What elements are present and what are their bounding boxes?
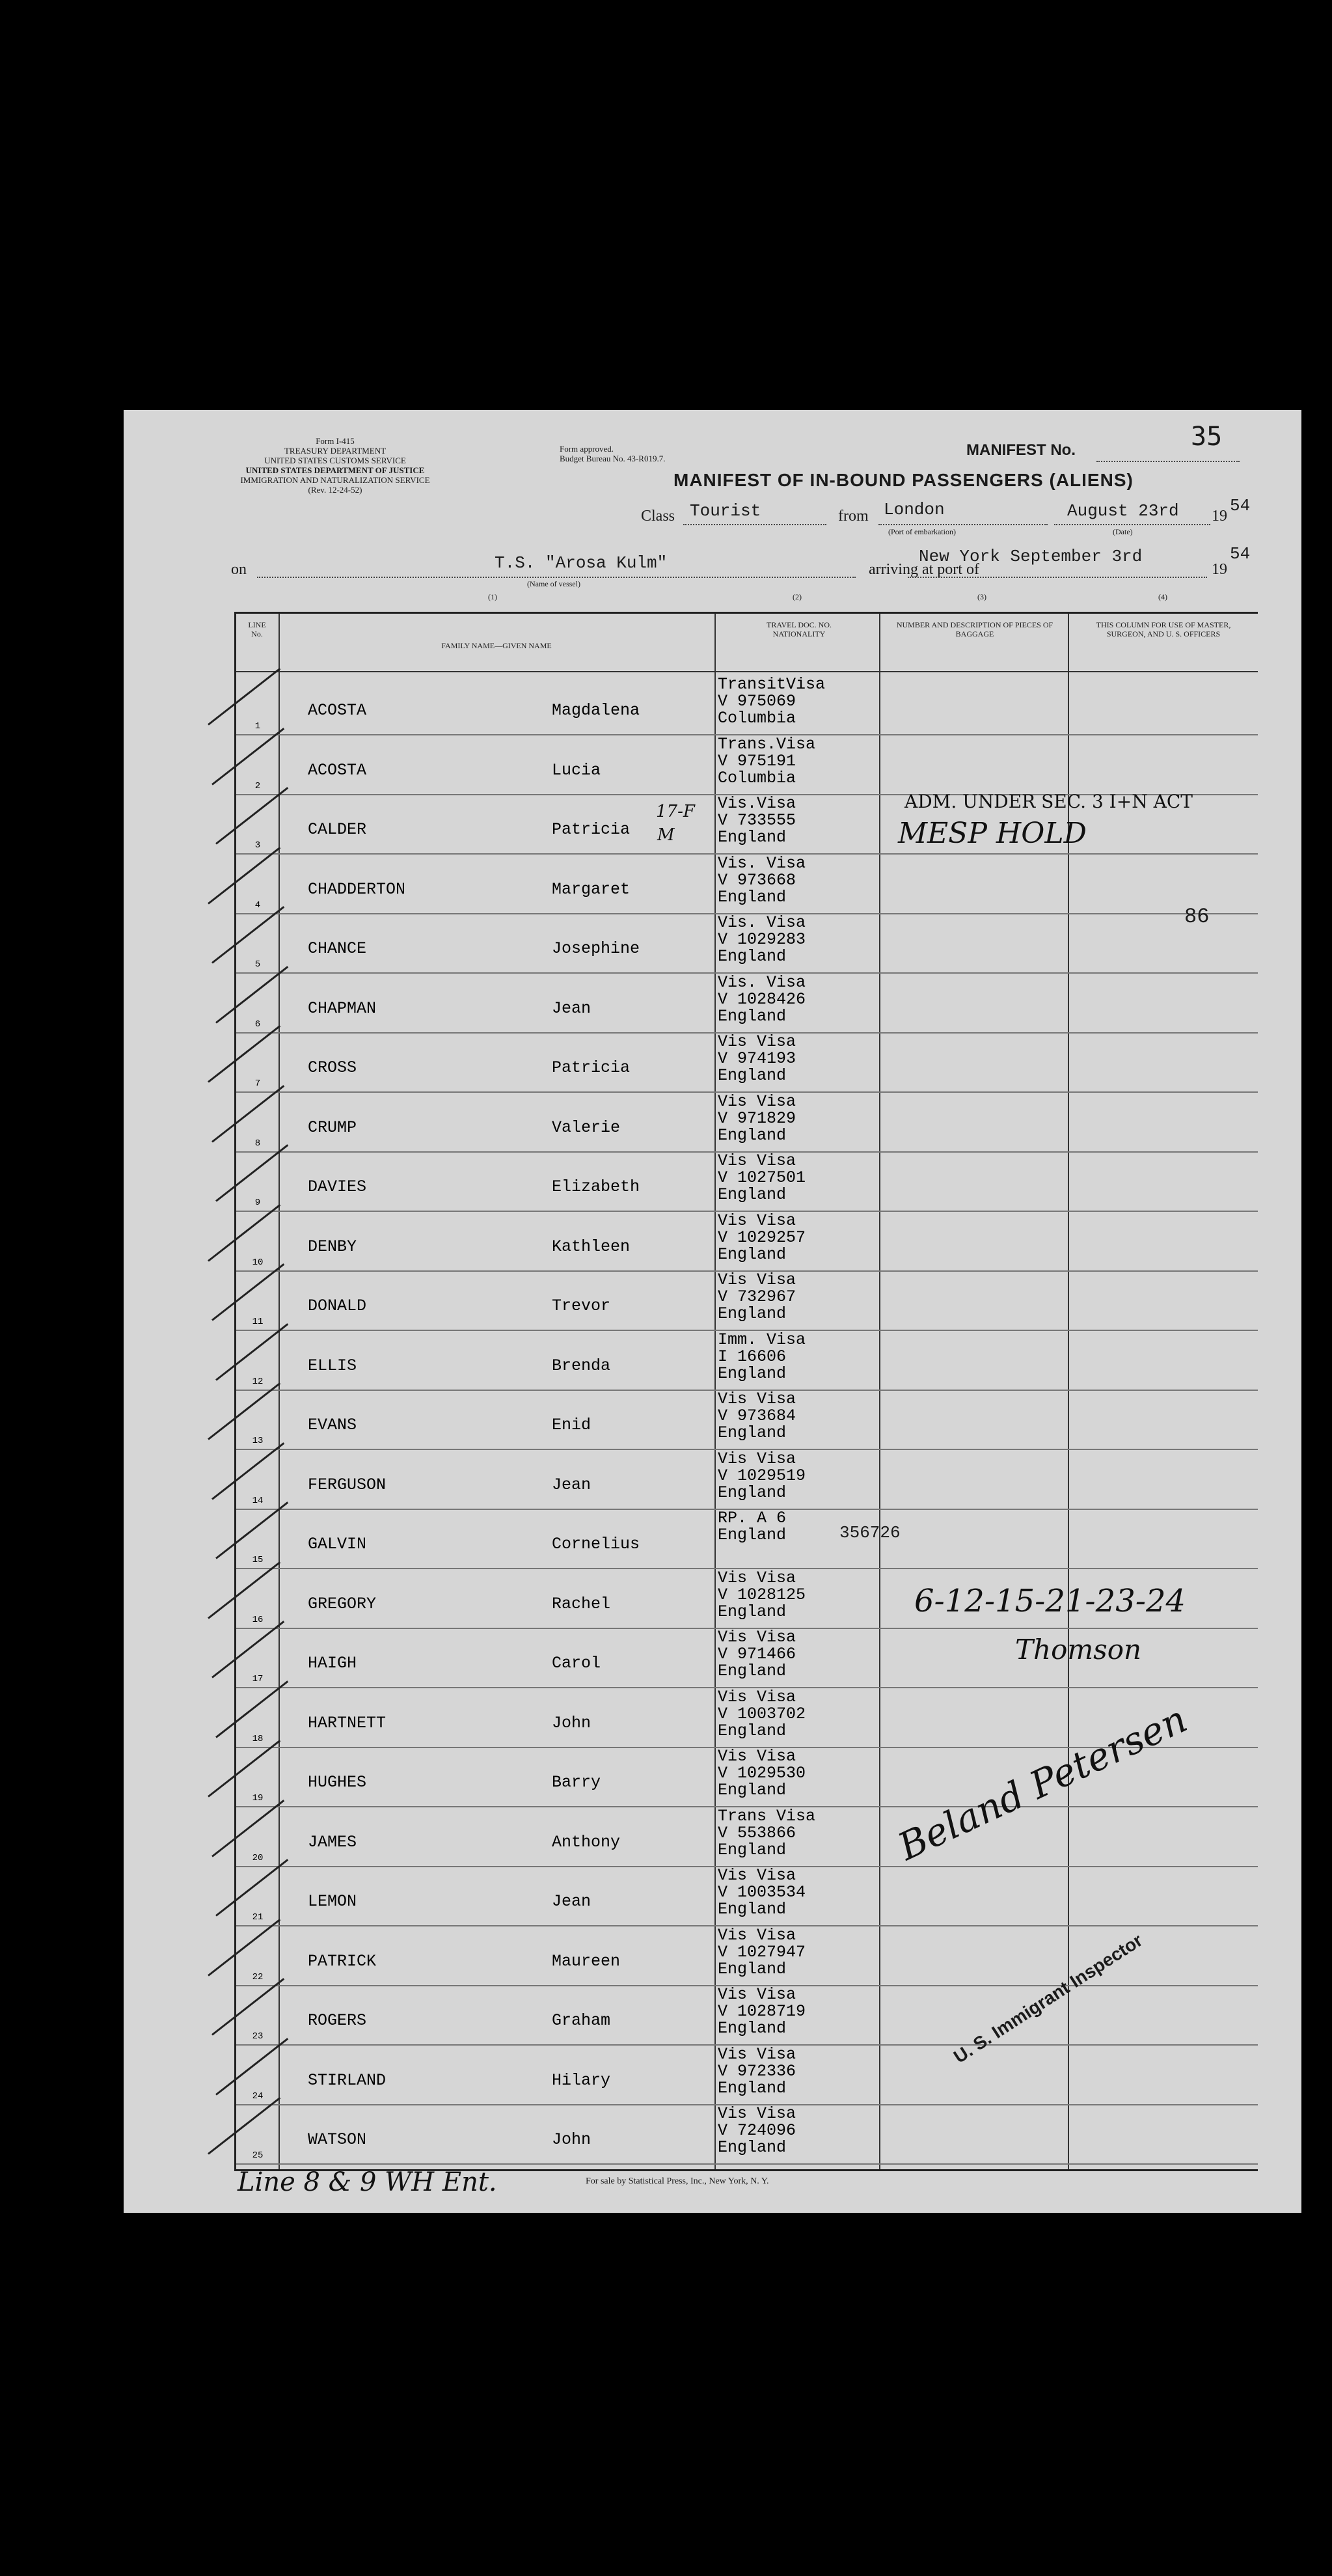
table-row: [236, 1805, 1258, 1867]
header-name: FAMILY NAME—GIVEN NAME: [441, 641, 552, 650]
nationality: Columbia: [718, 709, 796, 728]
given-name: Jean: [552, 1892, 591, 1911]
header-rule: [236, 671, 1258, 672]
given-name: Kathleen: [552, 1237, 631, 1256]
arrival-line: [908, 577, 1207, 578]
family-name: ACOSTA: [308, 760, 367, 780]
line-number: 6: [254, 1019, 261, 1030]
given-name: Lucia: [552, 760, 601, 780]
family-name: CHAPMAN: [308, 998, 377, 1018]
given-name: Josephine: [552, 939, 640, 958]
travel-doc: [718, 1093, 796, 1144]
nationality: England: [718, 1959, 787, 1979]
port-embark-caption: (Port of embarkation): [888, 527, 956, 536]
vessel-caption: (Name of vessel): [527, 579, 580, 588]
line-number: 12: [252, 1376, 264, 1387]
arrival-year-prefix: 19: [1212, 561, 1227, 578]
family-name: ELLIS: [308, 1356, 357, 1375]
passenger-table: [234, 612, 1258, 2171]
family-name: STIRLAND: [308, 2070, 387, 2090]
nationality: England: [718, 1363, 787, 1383]
doc-type: Trans Visa: [718, 1806, 816, 1826]
col-num-2: (2): [793, 592, 802, 601]
col-num-3: (3): [977, 592, 986, 601]
table-row: [236, 1210, 1258, 1272]
doc-number: V 1028125: [718, 1585, 806, 1604]
doc-type: RP. A 6: [718, 1509, 787, 1528]
nationality: England: [718, 1602, 787, 1621]
line-number: 22: [252, 1971, 264, 1982]
table-row: [236, 2103, 1258, 2165]
inspector-stamp: U. S. Immigrant Inspector: [950, 1930, 1147, 2067]
doc-number: V 553866: [718, 1823, 796, 1843]
doc-number: V 1028426: [718, 989, 806, 1009]
table-row: [236, 1388, 1258, 1450]
manifest-no-line: [1096, 461, 1240, 462]
adm-under-note: ADM. UNDER SEC. 3 I+N ACT: [904, 791, 1193, 812]
doc-number: V 975069: [718, 692, 796, 711]
family-name: GREGORY: [308, 1594, 377, 1613]
doc-number: V 972336: [718, 2061, 796, 2081]
line-number: 11: [252, 1317, 264, 1327]
given-name: Enid: [552, 1416, 591, 1434]
doc-number: V 974193: [718, 1049, 796, 1068]
form-approved: Form approved.: [560, 444, 614, 454]
line-number: 15: [252, 1555, 264, 1565]
doc-type: Trans.Visa: [718, 734, 816, 754]
travel-doc: [718, 1927, 806, 1978]
nationality: England: [718, 1423, 787, 1442]
nationality: England: [718, 1840, 787, 1859]
table-row: [236, 1269, 1258, 1331]
baggage-hold-note: MESP HOLD: [898, 817, 1087, 850]
doc-number: V 971829: [718, 1108, 796, 1128]
doc-type: Vis Visa: [718, 1628, 796, 1647]
calder-age-note: 17-F: [656, 802, 695, 821]
nationality: England: [718, 1125, 787, 1145]
doc-number: I 16606: [718, 1347, 787, 1366]
travel-doc: [718, 676, 825, 727]
nationality: England: [718, 1304, 787, 1323]
budget-bureau: Budget Bureau No. 43-R019.7.: [560, 454, 666, 463]
family-name: CROSS: [308, 1058, 357, 1077]
travel-doc: [718, 1272, 796, 1322]
doc-type: Vis Visa: [718, 1866, 796, 1885]
table-row: [236, 1448, 1258, 1510]
line-number: 24: [252, 2090, 264, 2102]
given-name: John: [552, 1713, 591, 1733]
table-row: [236, 674, 1258, 735]
manifest-title: MANIFEST OF IN-BOUND PASSENGERS (ALIENS): [673, 470, 1134, 490]
line-number: 18: [252, 1733, 264, 1744]
line-number: 14: [252, 1495, 264, 1506]
form-approval: [560, 444, 665, 463]
travel-doc: [718, 795, 796, 846]
table-row: [236, 1507, 1258, 1569]
nationality: England: [718, 1066, 787, 1085]
treasury-dept: TREASURY DEPARTMENT: [284, 446, 387, 456]
doc-number: V 733555: [718, 811, 796, 830]
line-number: 1: [254, 721, 261, 732]
line-number: 8: [254, 1138, 261, 1149]
table-row: [236, 853, 1258, 914]
given-name: Anthony: [552, 1832, 621, 1852]
family-name: PATRICK: [308, 1951, 377, 1971]
given-name: Graham: [552, 2011, 611, 2030]
nationality: England: [718, 1781, 787, 1800]
table-row: [236, 1865, 1258, 1926]
on-label: on: [231, 561, 247, 578]
thomson-signature: Thomson: [1015, 1634, 1142, 1665]
col-num-4: (4): [1158, 592, 1167, 601]
family-name: DAVIES: [308, 1177, 367, 1196]
given-name: Trevor: [552, 1296, 611, 1315]
line-number: 13: [252, 1436, 264, 1446]
line-number: 3: [254, 840, 261, 851]
doc-type: Vis Visa: [718, 2044, 796, 2064]
doc-number: V 973668: [718, 870, 796, 890]
doc-type: Vis Visa: [718, 1032, 796, 1051]
given-name: Jean: [552, 998, 591, 1018]
family-name: CHADDERTON: [308, 879, 406, 899]
line-number: 5: [254, 959, 261, 970]
doc-type: Vis Visa: [718, 1151, 796, 1170]
line-number: 7: [254, 1078, 261, 1089]
nationality: England: [718, 1721, 787, 1740]
doc-type: Vis. Visa: [718, 972, 806, 992]
nationality: England: [718, 1185, 787, 1204]
doc-type: Vis Visa: [718, 2104, 796, 2123]
form-header-block: [228, 436, 442, 495]
header-travel-doc: TRAVEL DOC. NO. NATIONALITY: [766, 620, 832, 638]
nationality: England: [718, 2138, 787, 2157]
year-prefix: 19: [1212, 508, 1227, 525]
nationality: England: [718, 2078, 787, 2098]
doc-number: V 1029257: [718, 1227, 806, 1247]
calder-sex-note: M: [657, 825, 675, 845]
doc-type: TransitVisa: [718, 675, 826, 694]
given-name: Margaret: [552, 879, 631, 899]
doc-number: V 1029519: [718, 1466, 806, 1485]
arrival-year-suffix: 54: [1230, 544, 1251, 564]
travel-doc: [718, 1986, 806, 2037]
line-number: 21: [252, 1912, 264, 1923]
family-name: CALDER: [308, 820, 367, 839]
family-name: CHANCE: [308, 939, 367, 958]
travel-doc: [718, 1629, 796, 1680]
doc-number: V 1027501: [718, 1168, 806, 1187]
vessel-line: [257, 577, 856, 578]
line-number: 16: [252, 1614, 264, 1625]
family-name: FERGUSON: [308, 1475, 387, 1494]
depart-date: August 23rd: [1067, 501, 1179, 521]
officer-86: 86: [1184, 905, 1210, 929]
doc-number: V 1027947: [718, 1942, 806, 1962]
revision: (Rev. 12-24-52): [308, 485, 362, 495]
doc-number: V 975191: [718, 751, 796, 771]
line-number: 19: [252, 1793, 264, 1803]
date-caption: (Date): [1113, 527, 1133, 536]
line-number: 9: [254, 1198, 261, 1208]
doc-number: V 971466: [718, 1645, 796, 1664]
travel-doc: [718, 2105, 796, 2156]
table-row: [236, 1329, 1258, 1391]
given-name: Brenda: [552, 1356, 611, 1375]
ins-service: IMMIGRATION AND NATURALIZATION SERVICE: [240, 475, 430, 485]
doc-number: V 1029283: [718, 930, 806, 949]
family-name: CRUMP: [308, 1117, 357, 1137]
doc-type: Vis Visa: [718, 1925, 796, 1945]
doc-type: Vis Visa: [718, 1211, 796, 1230]
nationality: England: [718, 828, 787, 847]
given-name: Barry: [552, 1773, 601, 1792]
table-row: [236, 733, 1258, 795]
nationality: England: [718, 887, 787, 907]
manifest-number: 35: [1191, 422, 1223, 452]
family-name: WATSON: [308, 2130, 367, 2149]
family-name: DONALD: [308, 1296, 367, 1315]
doc-type: Vis. Visa: [718, 853, 806, 873]
col-num-1: (1): [488, 592, 497, 601]
table-row: [236, 1031, 1258, 1093]
doc-type: Vis Visa: [718, 1747, 796, 1766]
travel-doc: [718, 1034, 796, 1084]
doc-type: Vis Visa: [718, 1449, 796, 1468]
travel-doc: [718, 1570, 806, 1621]
arrival-port-date: New York September 3rd: [919, 547, 1143, 566]
given-name: Rachel: [552, 1594, 611, 1613]
doc-type: Vis Visa: [718, 1091, 796, 1111]
family-name: JAMES: [308, 1832, 357, 1852]
travel-doc: [718, 1689, 806, 1740]
nationality: England: [718, 947, 787, 966]
family-name: HAIGH: [308, 1654, 357, 1673]
given-name: Valerie: [552, 1117, 621, 1137]
table-row: [236, 1984, 1258, 2046]
year-suffix: 54: [1230, 496, 1251, 515]
travel-doc: [718, 1391, 796, 1442]
from-line: [878, 524, 1048, 525]
table-row: [236, 1091, 1258, 1153]
travel-doc: [718, 914, 806, 965]
given-name: Magdalena: [552, 701, 640, 720]
table-row: [236, 2044, 1258, 2105]
doc-number: V 1028719: [718, 2002, 806, 2021]
vessel-name: T.S. "Arosa Kulm": [495, 553, 668, 573]
doc-type: Vis Visa: [718, 1687, 796, 1706]
inspector-signature: Beland Petersen: [891, 1696, 1194, 1869]
nationality: England: [718, 1662, 787, 1680]
nationality: England: [718, 1006, 787, 1026]
line-number: 17: [252, 1674, 264, 1684]
form-number: Form I-415: [316, 436, 355, 446]
given-name: Carol: [552, 1654, 601, 1673]
family-name: LEMON: [308, 1892, 357, 1911]
given-name: Jean: [552, 1475, 591, 1494]
printer-credit: For sale by Statistical Press, Inc., New York, N. Y.: [586, 2176, 769, 2186]
from-value: London: [884, 500, 945, 519]
nationality: England: [718, 1244, 787, 1264]
doc-type: Vis Visa: [718, 1985, 796, 2004]
doc-number: V 724096: [718, 2121, 796, 2140]
given-name: Patricia: [552, 820, 631, 839]
doc-number: V 732967: [718, 1287, 796, 1306]
galvin-number: 356726: [839, 1523, 901, 1542]
customs-service: UNITED STATES CUSTOMS SERVICE: [264, 456, 406, 465]
family-name: HARTNETT: [308, 1713, 387, 1733]
lines-list-note: 6-12-15-21-23-24: [914, 1583, 1186, 1619]
doc-type: Vis. Visa: [718, 913, 806, 932]
travel-doc: [718, 1213, 806, 1263]
travel-doc: [718, 1510, 786, 1544]
table-row: [236, 912, 1258, 974]
family-name: EVANS: [308, 1416, 357, 1434]
table-row: [236, 972, 1258, 1034]
travel-doc: [718, 1332, 806, 1382]
travel-doc: [718, 855, 806, 906]
doc-type: Vis.Visa: [718, 794, 796, 813]
doc-number: V 1029530: [718, 1764, 806, 1783]
travel-doc: [718, 2046, 796, 2097]
nationality: England: [718, 1483, 787, 1502]
family-name: ACOSTA: [308, 701, 367, 720]
nationality: England: [718, 2019, 787, 2038]
doc-type: Vis Visa: [718, 1390, 796, 1408]
family-name: HUGHES: [308, 1773, 367, 1792]
line-number: 10: [252, 1257, 264, 1268]
given-name: Maureen: [552, 1951, 621, 1971]
given-name: Cornelius: [552, 1535, 640, 1554]
date-line: [1054, 524, 1210, 525]
class-label: Class: [641, 508, 675, 525]
travel-doc: [718, 974, 806, 1025]
line-number: 20: [252, 1852, 264, 1863]
travel-doc: [718, 1153, 806, 1203]
given-name: John: [552, 2130, 591, 2149]
travel-doc: [718, 1748, 806, 1799]
nationality: Columbia: [718, 768, 796, 788]
family-name: GALVIN: [308, 1535, 367, 1554]
justice-dept: UNITED STATES DEPARTMENT OF JUSTICE: [245, 465, 425, 475]
line-number: 4: [254, 899, 261, 911]
footer-line-note: Line 8 & 9 WH Ent.: [238, 2167, 497, 2197]
doc-type: Vis Visa: [718, 1568, 796, 1587]
travel-doc: [718, 1867, 806, 1918]
header-officers: THIS COLUMN FOR USE OF MASTER, SURGEON, AND U. S. OFFICERS: [1096, 620, 1231, 638]
travel-doc: [718, 1451, 806, 1501]
from-label: from: [838, 508, 869, 525]
doc-number: V 973684: [718, 1406, 796, 1425]
header-baggage: NUMBER AND DESCRIPTION OF PIECES OF BAGGAGE: [896, 620, 1053, 638]
doc-number: V 1003534: [718, 1883, 806, 1902]
given-name: Patricia: [552, 1058, 631, 1077]
line-number: 25: [252, 2150, 264, 2161]
travel-doc: [718, 736, 815, 787]
arriving-label: arriving at port of: [869, 561, 979, 578]
manifest-label: MANIFEST No.: [966, 441, 1076, 459]
doc-number: England: [718, 1526, 787, 1544]
line-number: 23: [252, 2031, 264, 2042]
doc-type: Imm. Visa: [718, 1330, 806, 1349]
header-line-no: LINE No.: [248, 620, 266, 638]
manifest-sheet: [124, 410, 1301, 2213]
family-name: DENBY: [308, 1237, 357, 1256]
class-value: Tourist: [690, 501, 761, 521]
given-name: Hilary: [552, 2070, 611, 2090]
table-row: [236, 1150, 1258, 1212]
class-line: [683, 524, 826, 525]
given-name: Elizabeth: [552, 1177, 640, 1196]
travel-doc: [718, 1808, 815, 1859]
family-name: ROGERS: [308, 2011, 367, 2030]
doc-number: V 1003702: [718, 1704, 806, 1723]
doc-type: Vis Visa: [718, 1270, 796, 1289]
nationality: England: [718, 1900, 787, 1919]
line-number: 2: [254, 780, 261, 791]
